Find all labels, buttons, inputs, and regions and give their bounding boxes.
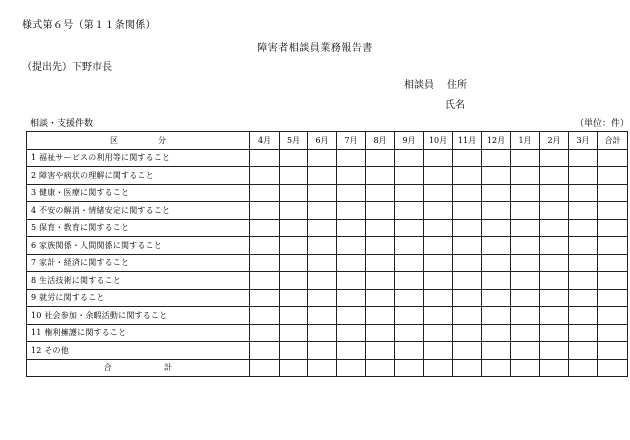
count-cell[interactable] [366,342,395,360]
month-header: 10月 [424,132,453,150]
category-label: 5 保育・教育に関すること [27,219,250,237]
count-cell[interactable] [395,237,424,255]
table-row [27,219,628,237]
count-cell[interactable] [250,184,280,202]
count-cell[interactable] [453,149,482,167]
count-cell[interactable] [569,184,598,202]
count-cell[interactable] [511,289,540,307]
count-cell[interactable] [511,184,540,202]
row-total-cell[interactable] [598,167,628,185]
count-cell[interactable] [250,342,280,360]
month-header: 2月 [540,132,569,150]
month-header: 9月 [395,132,424,150]
count-cell[interactable] [540,272,569,290]
count-cell[interactable] [453,307,482,325]
count-cell[interactable] [453,202,482,220]
report-table [26,131,628,377]
count-cell[interactable] [424,342,453,360]
count-cell[interactable] [308,272,337,290]
count-cell[interactable] [366,219,395,237]
count-cell[interactable] [482,184,511,202]
count-cell[interactable] [511,307,540,325]
count-cell[interactable] [337,272,366,290]
count-cell[interactable] [453,289,482,307]
count-cell[interactable] [424,289,453,307]
count-cell[interactable] [395,342,424,360]
count-cell[interactable] [424,202,453,220]
count-cell[interactable] [337,167,366,185]
count-cell[interactable] [569,289,598,307]
row-total-cell[interactable] [598,324,628,342]
table-row [27,184,628,202]
count-cell[interactable] [569,167,598,185]
count-cell[interactable] [280,202,308,220]
month-header: 12月 [482,132,511,150]
count-cell[interactable] [308,324,337,342]
row-total-cell[interactable] [598,184,628,202]
count-cell[interactable] [337,237,366,255]
count-cell[interactable] [453,272,482,290]
row-total-cell[interactable] [598,254,628,272]
table-row [27,324,628,342]
count-cell[interactable] [482,272,511,290]
category-label: 7 家計・経済に関すること [27,254,250,272]
month-total-cell[interactable] [540,359,569,377]
count-cell[interactable] [395,307,424,325]
category-label: 10 社会参加・余暇活動に関すること [27,307,250,325]
count-cell[interactable] [511,272,540,290]
month-header: 5月 [280,132,308,150]
table-row [27,342,628,360]
row-total-cell[interactable] [598,307,628,325]
row-total-cell[interactable] [598,237,628,255]
count-cell[interactable] [280,324,308,342]
count-cell[interactable] [540,254,569,272]
count-cell[interactable] [453,167,482,185]
count-cell[interactable] [482,237,511,255]
count-cell[interactable] [280,254,308,272]
month-total-cell[interactable] [337,359,366,377]
unit-label: （単位：件） [575,119,630,129]
count-cell[interactable] [453,219,482,237]
count-cell[interactable] [424,219,453,237]
count-cell[interactable] [250,254,280,272]
row-total-cell[interactable] [598,219,628,237]
count-cell[interactable] [250,149,280,167]
count-cell[interactable] [540,219,569,237]
count-cell[interactable] [250,219,280,237]
count-cell[interactable] [366,149,395,167]
count-cell[interactable] [540,307,569,325]
month-header: 11月 [453,132,482,150]
grand-total-cell[interactable] [598,359,628,377]
category-label: 2 障害や病状の理解に関すること [27,167,250,185]
row-total-cell[interactable] [598,202,628,220]
count-cell[interactable] [280,289,308,307]
count-cell[interactable] [540,202,569,220]
category-label: 12 その他 [27,342,250,360]
table-row [27,202,628,220]
table-row [27,167,628,185]
total-row [27,359,628,377]
count-cell[interactable] [250,202,280,220]
count-cell[interactable] [280,307,308,325]
month-total-cell[interactable] [395,359,424,377]
count-cell[interactable] [308,167,337,185]
month-header: 7月 [337,132,366,150]
count-cell[interactable] [250,324,280,342]
section-title: 相談・支援件数 [30,119,94,129]
count-cell[interactable] [511,237,540,255]
count-cell[interactable] [366,254,395,272]
category-label: 11 権利擁護に関すること [27,324,250,342]
count-cell[interactable] [482,289,511,307]
total-row-label: 合 計 [27,359,250,377]
month-total-cell[interactable] [511,359,540,377]
count-cell[interactable] [280,272,308,290]
count-cell[interactable] [395,202,424,220]
month-total-cell[interactable] [453,359,482,377]
count-cell[interactable] [424,149,453,167]
count-cell[interactable] [511,254,540,272]
count-cell[interactable] [453,324,482,342]
count-cell[interactable] [366,324,395,342]
count-cell[interactable] [424,272,453,290]
count-cell[interactable] [453,342,482,360]
count-cell[interactable] [395,289,424,307]
address-label: 住所 [447,80,467,91]
recipient: （提出先）下野市長 [22,62,112,73]
count-cell[interactable] [424,254,453,272]
count-cell[interactable] [308,237,337,255]
count-cell[interactable] [366,289,395,307]
count-cell[interactable] [337,324,366,342]
count-cell[interactable] [453,254,482,272]
count-cell[interactable] [453,237,482,255]
count-cell[interactable] [482,149,511,167]
count-cell[interactable] [482,219,511,237]
category-label: 1 福祉サービスの利用等に関すること [27,149,250,167]
count-cell[interactable] [569,254,598,272]
count-cell[interactable] [280,184,308,202]
count-cell[interactable] [569,237,598,255]
count-cell[interactable] [366,184,395,202]
count-cell[interactable] [395,324,424,342]
row-total-cell[interactable] [598,149,628,167]
total-header: 合計 [598,132,628,150]
category-label: 3 健康・医療に関すること [27,184,250,202]
count-cell[interactable] [540,289,569,307]
count-cell[interactable] [366,272,395,290]
category-label: 4 不安の解消・情緒安定に関すること [27,202,250,220]
month-total-cell[interactable] [482,359,511,377]
count-cell[interactable] [366,167,395,185]
count-cell[interactable] [482,307,511,325]
count-cell[interactable] [482,342,511,360]
count-cell[interactable] [337,254,366,272]
count-cell[interactable] [540,324,569,342]
count-cell[interactable] [308,289,337,307]
count-cell[interactable] [308,254,337,272]
count-cell[interactable] [280,149,308,167]
count-cell[interactable] [280,167,308,185]
count-cell[interactable] [424,184,453,202]
month-total-cell[interactable] [424,359,453,377]
name-label: 氏名 [445,100,465,111]
count-cell[interactable] [569,272,598,290]
month-header: 4月 [250,132,280,150]
table-row [27,272,628,290]
count-cell[interactable] [280,237,308,255]
count-cell[interactable] [366,202,395,220]
count-cell[interactable] [250,237,280,255]
count-cell[interactable] [250,167,280,185]
table-row [27,149,628,167]
header-row [27,132,628,150]
count-cell[interactable] [569,324,598,342]
count-cell[interactable] [395,184,424,202]
month-header: 8月 [366,132,395,150]
count-cell[interactable] [569,219,598,237]
count-cell[interactable] [511,324,540,342]
month-header: 3月 [569,132,598,150]
count-cell[interactable] [569,202,598,220]
count-cell[interactable] [308,219,337,237]
count-cell[interactable] [280,219,308,237]
category-label: 6 家族関係・人間関係に関すること [27,237,250,255]
month-total-cell[interactable] [308,359,337,377]
count-cell[interactable] [250,307,280,325]
count-cell[interactable] [308,184,337,202]
count-cell[interactable] [424,324,453,342]
count-cell[interactable] [337,219,366,237]
count-cell[interactable] [337,307,366,325]
table-row [27,289,628,307]
count-cell[interactable] [308,342,337,360]
count-cell[interactable] [337,342,366,360]
category-label: 9 就労に関すること [27,289,250,307]
count-cell[interactable] [337,184,366,202]
count-cell[interactable] [424,307,453,325]
count-cell[interactable] [366,307,395,325]
count-cell[interactable] [569,149,598,167]
month-total-cell[interactable] [569,359,598,377]
category-header: 区 分 [27,132,250,150]
count-cell[interactable] [540,237,569,255]
count-cell[interactable] [511,342,540,360]
count-cell[interactable] [395,149,424,167]
document-title: 障害者相談員業務報告書 [257,43,373,54]
count-cell[interactable] [337,202,366,220]
count-cell[interactable] [482,254,511,272]
count-cell[interactable] [308,307,337,325]
count-cell[interactable] [482,202,511,220]
count-cell[interactable] [540,167,569,185]
row-total-cell[interactable] [598,342,628,360]
count-cell[interactable] [540,342,569,360]
form-number: 様式第６号（第１１条関係） [22,20,156,31]
count-cell[interactable] [569,307,598,325]
count-cell[interactable] [308,202,337,220]
count-cell[interactable] [395,254,424,272]
count-cell[interactable] [308,149,337,167]
category-label: 8 生活技術に関すること [27,272,250,290]
count-cell[interactable] [250,272,280,290]
count-cell[interactable] [250,289,280,307]
count-cell[interactable] [395,272,424,290]
count-cell[interactable] [482,324,511,342]
count-cell[interactable] [511,149,540,167]
count-cell[interactable] [569,342,598,360]
count-cell[interactable] [424,167,453,185]
count-cell[interactable] [540,184,569,202]
table-row [27,254,628,272]
count-cell[interactable] [395,167,424,185]
count-cell[interactable] [337,289,366,307]
month-total-cell[interactable] [366,359,395,377]
table-row [27,307,628,325]
count-cell[interactable] [482,167,511,185]
table-row [27,237,628,255]
count-cell[interactable] [511,167,540,185]
month-total-cell[interactable] [250,359,280,377]
count-cell[interactable] [453,184,482,202]
count-cell[interactable] [424,237,453,255]
count-cell[interactable] [366,237,395,255]
row-total-cell[interactable] [598,289,628,307]
count-cell[interactable] [337,149,366,167]
count-cell[interactable] [540,149,569,167]
count-cell[interactable] [511,219,540,237]
month-header: 1月 [511,132,540,150]
row-total-cell[interactable] [598,272,628,290]
count-cell[interactable] [511,202,540,220]
month-header: 6月 [308,132,337,150]
month-total-cell[interactable] [280,359,308,377]
count-cell[interactable] [280,342,308,360]
counselor-label: 相談員 [404,80,434,91]
count-cell[interactable] [395,219,424,237]
